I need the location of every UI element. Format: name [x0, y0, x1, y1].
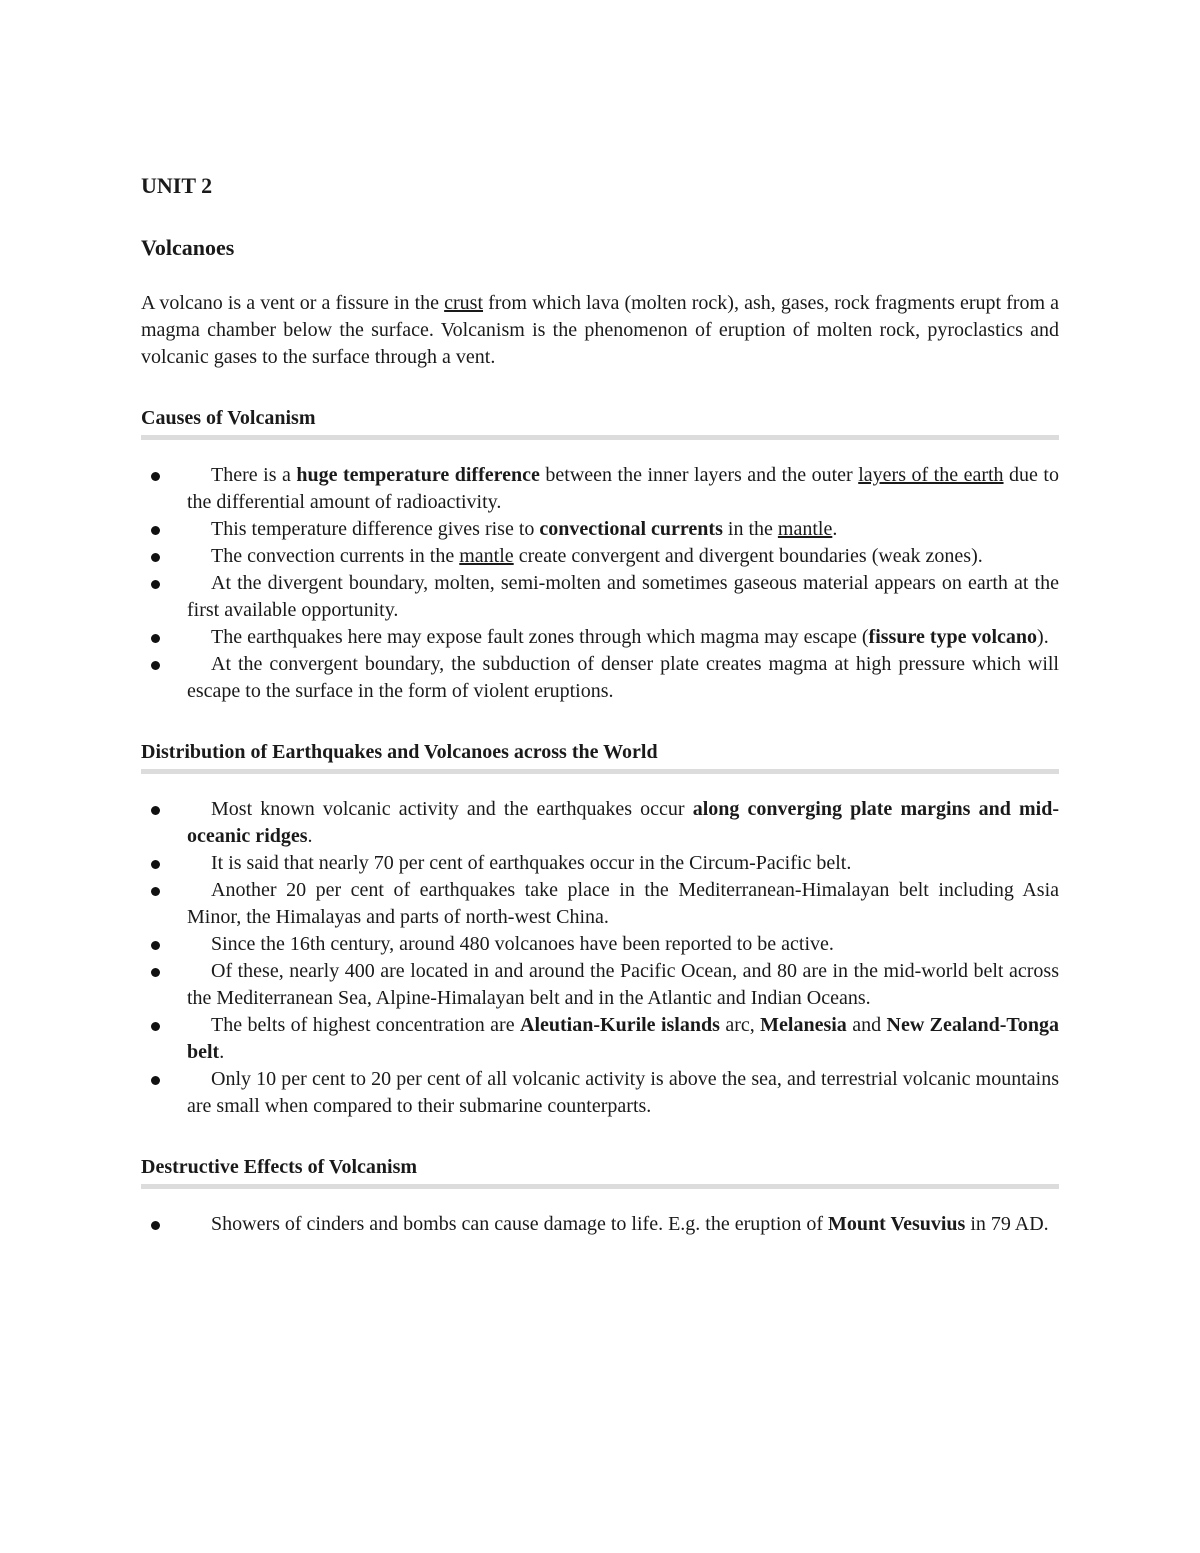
text-run: At the divergent boundary, molten, semi-molten and sometimes gaseous material appears on earth at the first available opportunity.	[187, 572, 1059, 621]
text-run: ).	[1037, 626, 1049, 648]
text-run: arc,	[719, 1014, 761, 1036]
list-item	[141, 624, 1059, 651]
text-run: .	[307, 825, 313, 847]
text-run: in the	[722, 518, 778, 540]
text-run: The earthquakes here may expose fault zones through which magma may escape (	[211, 626, 869, 648]
section-heading: Destructive Effects of Volcanism	[141, 1156, 418, 1178]
bullet-icon	[151, 941, 160, 950]
bullet-icon	[151, 580, 160, 589]
text-run: It is said that nearly 70 per cent of earthquakes occur in the Circum-Pacific belt.	[211, 852, 852, 874]
bullet-icon	[151, 553, 160, 562]
list-item	[141, 1211, 1059, 1238]
section-heading: Causes of Volcanism	[141, 407, 316, 429]
list-item	[141, 877, 1059, 931]
list-item	[141, 958, 1059, 1012]
bold-text: Aleutian-Kurile islands	[520, 1014, 720, 1036]
bullet-list	[141, 462, 1059, 705]
heading-underline-rule	[141, 769, 1059, 774]
section-heading: Distribution of Earthquakes and Volcanoes across the World	[141, 741, 658, 763]
crust-link[interactable]: crust	[444, 292, 484, 314]
section-heading-block	[141, 739, 1059, 774]
list-item	[141, 850, 1059, 877]
underlined-link[interactable]: mantle	[777, 518, 833, 540]
bold-text: New Zealand-Tonga belt	[187, 1014, 1059, 1063]
list-item	[141, 1012, 1059, 1066]
text-run: in 79 AD.	[965, 1213, 1049, 1235]
bullet-icon	[151, 661, 160, 670]
section-heading-block	[141, 1154, 1059, 1189]
bullet-icon	[151, 526, 160, 535]
text-run: Most known volcanic activity and the earthquakes occur	[211, 798, 693, 820]
text-run: The convection currents in the	[211, 545, 460, 567]
bold-text: huge temperature difference	[296, 464, 540, 486]
bold-text: Melanesia	[760, 1014, 847, 1036]
text-run: Only 10 per cent to 20 per cent of all volcanic activity is above the sea, and terrestrial volcanic mountains are small when compared to their submarine counterparts.	[187, 1068, 1059, 1117]
bullet-icon	[151, 887, 160, 896]
intro-text-before: A volcano is a vent or a fissure in the	[141, 292, 445, 314]
bullet-icon	[151, 968, 160, 977]
list-item	[141, 931, 1059, 958]
bullet-icon	[151, 472, 160, 481]
underlined-link[interactable]: layers of the earth	[858, 464, 1004, 486]
list-item	[141, 543, 1059, 570]
bullet-list	[141, 796, 1059, 1120]
list-item	[141, 651, 1059, 705]
list-item	[141, 1066, 1059, 1120]
list-item	[141, 796, 1059, 850]
text-run: Showers of cinders and bombs can cause damage to life. E.g. the eruption of	[211, 1213, 829, 1235]
document-page	[141, 170, 1059, 1272]
text-run: and	[846, 1014, 887, 1036]
bold-text: fissure type volcano	[868, 626, 1038, 648]
underlined-link[interactable]: mantle	[459, 545, 514, 567]
text-run: between the inner layers and the outer	[539, 464, 859, 486]
text-run: Another 20 per cent of earthquakes take place in the Mediterranean-Himalayan belt including Asia Minor, the Himalayas and parts of north-west China.	[187, 879, 1059, 928]
bullet-icon	[151, 1076, 160, 1085]
text-run: .	[219, 1041, 225, 1063]
text-run: create convergent and divergent boundaries (weak zones).	[513, 545, 983, 567]
text-run: due to the differential amount of radioactivity.	[187, 464, 1059, 513]
page-title: Volcanoes	[141, 235, 235, 260]
bold-text: convectional currents	[539, 518, 723, 540]
text-run: .	[832, 518, 838, 540]
heading-underline-rule	[141, 435, 1059, 440]
intro-text-after: from which lava (molten rock), ash, gases, rock fragments erupt from a magma chamber below the surface. Volcanism is the phenomenon of eruption of molten rock, pyroclastics and volcanic gases to the surface through a vent.	[141, 292, 1059, 368]
list-item	[141, 570, 1059, 624]
list-item	[141, 516, 1059, 543]
list-item	[141, 462, 1059, 516]
text-run: There is a	[211, 464, 297, 486]
heading-underline-rule	[141, 1184, 1059, 1189]
bullet-icon	[151, 634, 160, 643]
bullet-list	[141, 1211, 1059, 1238]
bullet-icon	[151, 1022, 160, 1031]
bullet-icon	[151, 806, 160, 815]
section-heading-block	[141, 405, 1059, 440]
text-run: Of these, nearly 400 are located in and around the Pacific Ocean, and 80 are in the mid-world belt across the Mediterranean Sea, Alpine-Himalayan belt and in the Atlantic and Indian Oceans.	[187, 960, 1059, 1009]
bullet-icon	[151, 860, 160, 869]
bold-text: along converging plate margins and mid-oceanic ridges	[187, 798, 1059, 847]
bullet-icon	[151, 1221, 160, 1230]
text-run: At the convergent boundary, the subduction of denser plate creates magma at high pressure which will escape to the surface in the form of violent eruptions.	[187, 653, 1059, 702]
text-run: The belts of highest concentration are	[211, 1014, 521, 1036]
bold-text: Mount Vesuvius	[828, 1213, 966, 1235]
sections-container	[141, 405, 1059, 1238]
text-run: Since the 16th century, around 480 volcanoes have been reported to be active.	[211, 933, 834, 955]
text-run: This temperature difference gives rise to	[211, 518, 540, 540]
intro-paragraph	[141, 290, 1059, 371]
unit-label: UNIT 2	[141, 173, 213, 198]
